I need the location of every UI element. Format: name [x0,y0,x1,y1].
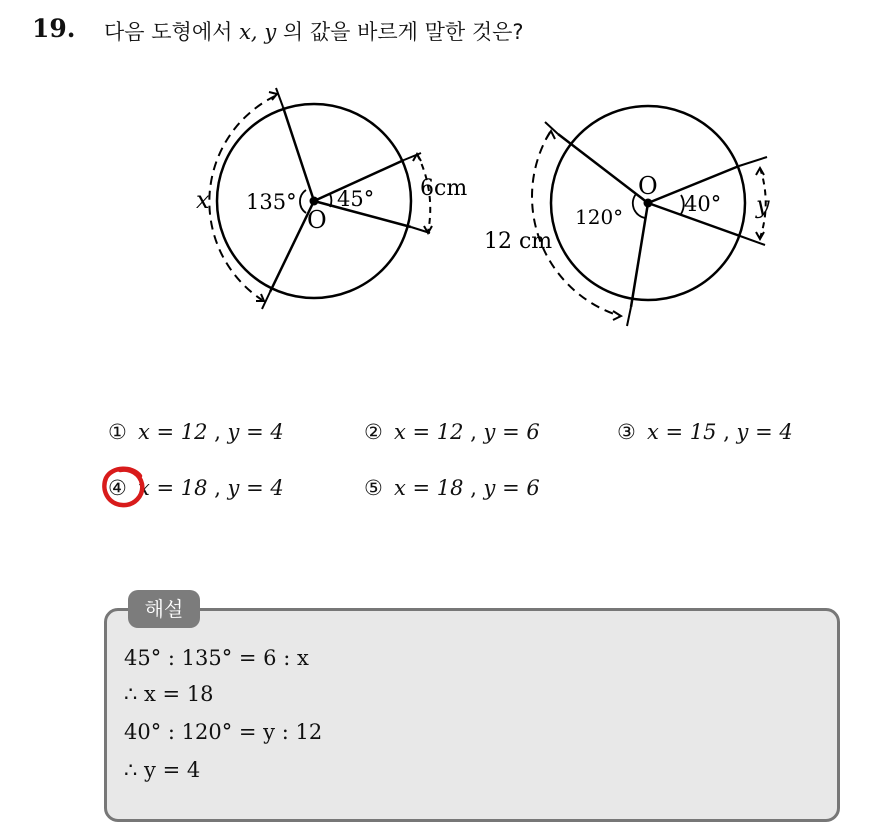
left-label-135: 135° [246,190,297,214]
left-center-dot [310,197,319,206]
choice-4-number: ④ [108,476,127,500]
choice-2[interactable]: ② x = 12 , y = 6 [364,420,540,444]
left-label-x: x [196,186,210,214]
question-var-x: x, [239,20,258,44]
solution-line-2: ∴ x = 18 [124,682,214,706]
question-var-y: y [264,20,277,44]
choice-3-x: x = 15 [647,420,717,444]
choice-4-y: y = 4 [227,476,284,500]
choice-5-x: x = 18 [394,476,464,500]
solution-line-4: ∴ y = 4 [124,758,201,782]
left-label-45: 45° [337,187,375,211]
left-angle-mark-45 [330,194,331,207]
right-arrow-top [546,131,555,139]
figure-right [484,106,770,326]
answer-mark-icon [100,462,148,510]
right-label-O: O [638,172,658,200]
figures-svg [0,0,884,400]
left-angle-mark-135 [300,190,306,213]
choice-2-x: x = 12 [394,420,464,444]
right-tick-2 [627,307,631,326]
right-label-y: y [756,191,770,219]
right-radius-1 [558,134,648,203]
right-label-120: 120° [575,205,624,229]
choice-5[interactable]: ⑤ x = 18 , y = 6 [364,476,540,500]
question-text-part1: 다음 도형에서 [104,20,233,44]
question-number: 19. [32,14,76,43]
solution-tag: 해설 [128,590,200,628]
choice-1-number: ① [108,420,127,444]
right-radius-2 [631,203,648,307]
left-radius-1 [283,107,314,201]
choice-3-number: ③ [617,420,636,444]
choice-4-x: x = 18 [138,476,208,500]
solution-box [104,608,840,822]
choice-1-x: x = 12 [138,420,208,444]
left-label-6cm: 6cm [420,176,468,201]
left-tick-1 [276,88,283,107]
choice-2-number: ② [364,420,383,444]
left-label-O: O [307,206,327,234]
choice-3[interactable]: ③ x = 15 , y = 4 [617,420,793,444]
solution-line-1: 45° : 135° = 6 : x [124,646,309,670]
figure-left [196,88,467,309]
right-arrow-ya [756,168,764,175]
question-text-part2: 의 값을 바르게 말한 것은? [282,20,524,44]
choice-5-y: y = 6 [483,476,540,500]
choice-1[interactable]: ① x = 12 , y = 4 [108,420,284,444]
choice-4[interactable]: ④ x = 18 , y = 4 [108,476,284,500]
right-label-40: 40° [684,192,722,216]
right-label-12cm: 12 cm [484,229,553,254]
right-tick-3 [739,157,767,166]
choice-1-y: y = 4 [227,420,284,444]
choice-2-y: y = 6 [483,420,540,444]
choice-3-y: y = 4 [736,420,793,444]
solution-line-3: 40° : 120° = y : 12 [124,720,323,744]
choice-5-number: ⑤ [364,476,383,500]
right-arrow-bottom [613,311,621,320]
